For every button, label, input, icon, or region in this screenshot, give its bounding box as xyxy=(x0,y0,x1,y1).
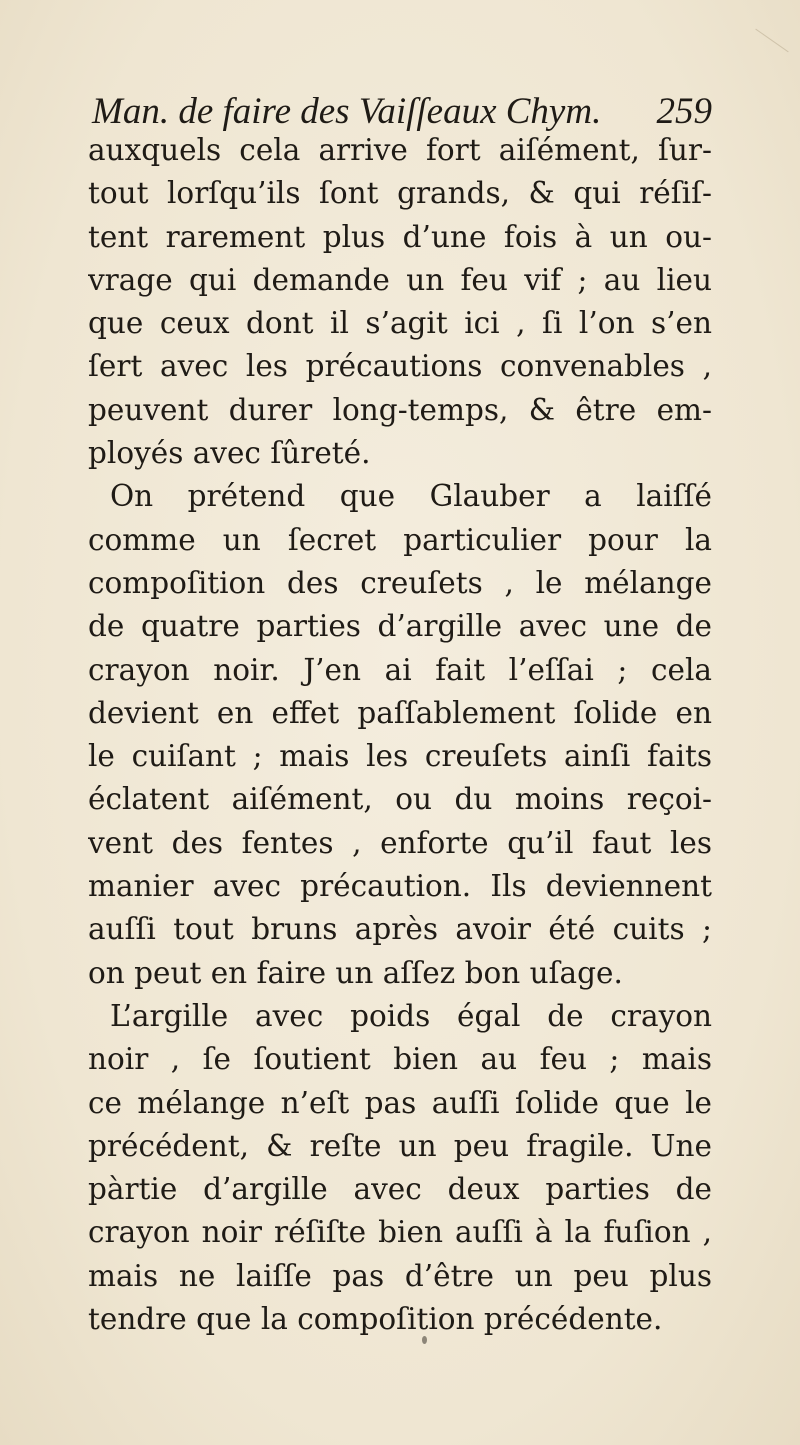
text-line: on peut en faire un aſſez bon uſage. xyxy=(88,955,623,990)
page-number: 259 xyxy=(656,91,712,132)
text-line: précédent, & reſte un peu fragile. Une xyxy=(88,1128,712,1163)
text-line: que ceux dont il s’agit ici , ſi l’on s’en xyxy=(88,306,712,341)
running-title: Man. de faire des Vaiſſeaux Chym. xyxy=(92,91,602,132)
text-line: éclatent aiſément, ou du moins reçoi- xyxy=(88,782,712,817)
ink-speck xyxy=(422,1336,427,1344)
text-line: comme un ſecret particulier pour la xyxy=(88,522,712,557)
text-line: pàrtie d’argille avec deux parties de xyxy=(88,1172,712,1207)
text-line: tent rarement plus d’une fois à un ou- xyxy=(88,219,712,254)
text-line: devient en effet paſſablement ſolide en xyxy=(88,695,712,730)
text-line: ployés avec ſûreté. xyxy=(88,436,371,471)
text-line: peuvent durer long-temps, & être em- xyxy=(88,392,712,427)
text-line: le cuiſant ; mais les creuſets ainſi faits xyxy=(88,739,712,774)
text-line: tendre que la compoſition précédente. xyxy=(88,1302,663,1337)
text-line: de quatre parties d’argille avec une de xyxy=(88,609,712,644)
text-line: compoſition des creuſets , le mélange xyxy=(88,565,712,600)
body-text xyxy=(88,129,712,1341)
text-line: ce mélange n’eſt pas auſſi ſolide que le xyxy=(88,1085,712,1120)
text-line: vent des fentes , enforte qu’il faut les xyxy=(88,825,712,860)
text-line: auſſi tout bruns après avoir été cuits ; xyxy=(88,912,712,947)
text-line: manier avec précaution. Ils deviennent xyxy=(88,869,712,904)
text-line: vrage qui demande un feu vif ; au lieu xyxy=(88,262,712,297)
text-line: L’argille avec poids égal de crayon xyxy=(110,998,712,1033)
text-line: ſert avec les précautions convenables , xyxy=(88,349,712,384)
text-line: mais ne laiſſe pas d’être un peu plus xyxy=(88,1258,712,1293)
page-edge-mark xyxy=(755,29,788,53)
text-line: auxquels cela arrive fort aiſément, ſur- xyxy=(88,133,712,167)
text-line: crayon noir réſiſte bien auſſi à la fuſion , xyxy=(88,1215,712,1250)
text-line: tout lorſqu’ils ſont grands, & qui réſiſ- xyxy=(88,176,712,211)
text-line: On prétend que Glauber a laiſſé xyxy=(110,479,712,514)
text-line: noir , ſe ſoutient bien au feu ; mais xyxy=(88,1042,712,1077)
text-line: crayon noir. J’en ai fait l’eſſai ; cela xyxy=(88,652,712,687)
